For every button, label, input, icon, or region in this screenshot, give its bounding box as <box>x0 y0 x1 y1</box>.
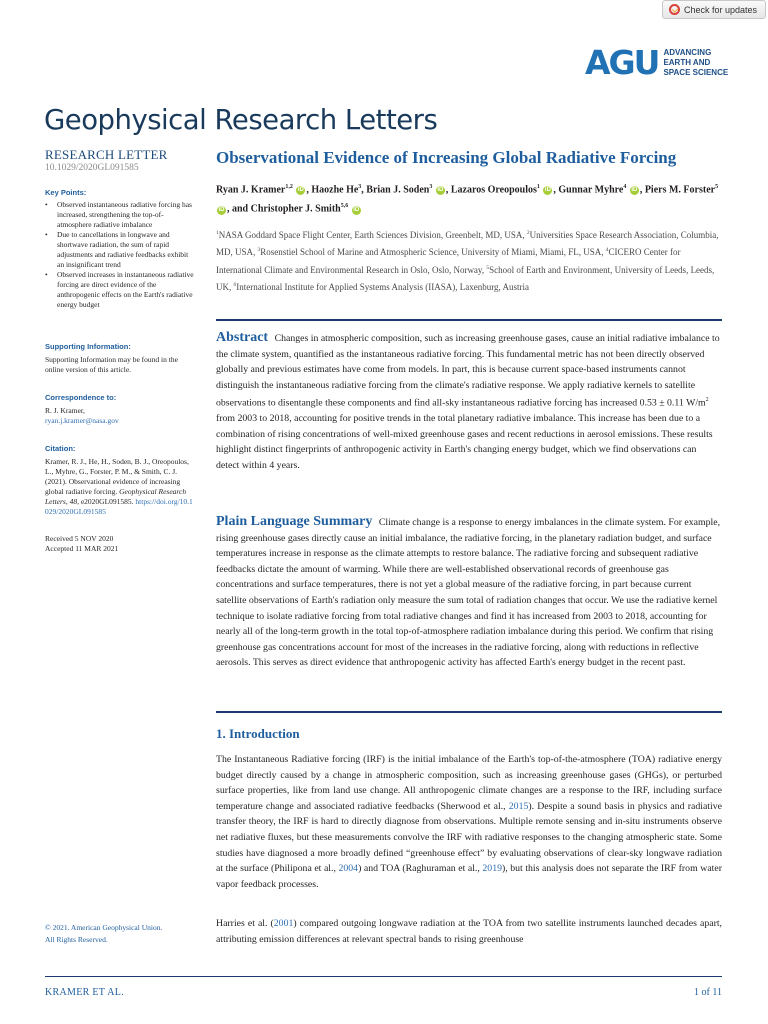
author-name: Piers M. Forster <box>644 184 716 196</box>
copyright <box>45 922 162 946</box>
citation-heading: Citation: <box>45 444 76 453</box>
author-affiliation-marker: 3 <box>358 184 362 190</box>
header-divider <box>216 319 722 321</box>
affiliation-text: School of Earth and Environment, University of Leeds, Leeds, UK, <box>216 264 715 293</box>
check-for-updates-label: Check for updates <box>683 4 757 15</box>
plain-language-summary <box>216 514 722 671</box>
author-separator: , <box>553 184 559 196</box>
copyright-line1: © 2021. American Geophysical Union. <box>45 923 163 932</box>
abstract <box>216 330 722 474</box>
affiliation-text: CICERO Center for International Climate and Environmental Research in Oslo, Oslo, Norway, <box>216 247 681 275</box>
copyright-line2: All Rights Reserved. <box>45 935 108 944</box>
abstract-heading: Abstract <box>216 330 269 345</box>
abstract-text-a: Changes in atmospheric composition, such as increasing greenhouse gases, cause an initial radiative imbalance to the climate system, quantified as the instantaneous radiative forcing. This fundamental metric has not been directly observed globally and previous estimates have come from models. In part, this is because current space-based instruments cannot distinguish the instantaneous radiative forcing from the climate's radiative response. We apply radiative kernels to satellite observations to disentangle these components and find all-sky instantaneous radiative forcing has increased 0.53 ± 0.11 W/m <box>216 333 720 409</box>
reference-link[interactable]: 2019 <box>482 863 502 875</box>
citation-body: Kramer, R. J., He, H., Soden, B. J., Oreopoulos, L., Myhre, G., Forster, P. M., & Smith, C. J. (2021). Observational evidence of increasing global radiative forcing. <box>45 457 189 496</box>
correspondence-name: R. J. Kramer, <box>45 406 85 415</box>
sidebar <box>45 147 195 554</box>
reference-link[interactable]: 2001 <box>273 918 294 929</box>
affiliation-text: International Institute for Applied Systems Analysis (IIASA), Laxenburg, Austria <box>236 282 530 293</box>
orcid-icon[interactable]: iD <box>297 187 304 194</box>
correspondence-heading: Correspondence to: <box>45 393 117 402</box>
reference-link[interactable]: 2015 <box>508 800 529 812</box>
author-affiliation-marker: 1,2 <box>285 184 293 190</box>
doi: 10.1029/2020GL091585 <box>45 163 139 173</box>
author-name: Haozhe He <box>311 184 359 196</box>
author-separator: , <box>361 184 367 196</box>
introduction-heading: 1. Introduction <box>216 726 300 741</box>
orcid-icon[interactable]: iD <box>544 187 551 194</box>
citation-doi-link[interactable]: https://doi.org/10.1029/2020GL091585 <box>45 497 193 516</box>
article-type: RESEARCH LETTER <box>45 147 168 162</box>
supporting-info-heading: Supporting Information: <box>45 342 131 351</box>
agu-tagline-line1: ADVANCING <box>663 47 712 57</box>
affiliation-marker: 3 <box>257 247 261 254</box>
reference-link[interactable]: 2004 <box>338 863 359 875</box>
key-point: • Observed instantaneous radiative forcing has increased, strengthening the top-of-atmosphere radiative imbalance <box>45 200 195 230</box>
author-name: Ryan J. Kramer <box>216 184 286 196</box>
orcid-icon[interactable]: iD <box>437 187 444 194</box>
crossmark-icon <box>669 4 680 15</box>
affiliation-marker: 4 <box>605 247 609 254</box>
key-points-heading: Key Points: <box>45 188 87 197</box>
author-name: Christopher J. Smith <box>250 203 341 215</box>
citation-journal: Geophysical Research Letters, 48, <box>45 487 187 506</box>
author-list <box>216 179 722 218</box>
key-point: • Due to cancellations in longwave and shortwave radiation, the sum of rapid adjustments and radiative feedbacks exhibit an insignificant trend <box>45 230 195 270</box>
agu-tagline-line3: SPACE SCIENCE <box>663 67 729 77</box>
supporting-info-text: Supporting Information may be found in the online version of this article. <box>45 355 178 374</box>
orcid-icon[interactable]: iD <box>353 206 360 213</box>
affiliation-text: NASA Goddard Space Flight Center, Earth Sciences Division, Greenbelt, MD, USA, <box>218 229 527 240</box>
check-for-updates-button[interactable] <box>662 0 766 19</box>
paragraph-text: ) compared outgoing longwave radiation at the TOA from two satellite instruments launched decades apart, attributing emission differences at relevant spectral bands to rising greenhouse <box>216 918 723 945</box>
agu-logo-mark: AGU <box>585 43 659 82</box>
author-separator: , <box>306 184 312 196</box>
affiliation-marker: 2 <box>526 229 530 236</box>
paragraph-text: ), but this analysis does not separate the IRF from water vapor feedback processes. <box>216 863 723 890</box>
affiliation-text: Universities Space Research Association, Columbia, MD, USA, <box>216 229 719 258</box>
introduction-paragraph-1 <box>216 752 722 892</box>
author-affiliation-marker: 3 <box>429 184 433 190</box>
author-name: Brian J. Soden <box>366 184 430 196</box>
citation-id: e2020GL091585. <box>80 497 134 506</box>
citation-text <box>45 457 195 517</box>
footer-author: KRAMER ET AL. <box>45 987 124 998</box>
article-title: Observational Evidence of Increasing Global Radiative Forcing <box>216 148 677 167</box>
key-point: • Observed increases in instantaneous radiative forcing are direct evidence of the anthropogenic effects on the Earth's radiative energy budget <box>45 270 195 310</box>
article-header <box>216 146 722 296</box>
author-name: Lazaros Oreopoulos <box>450 184 537 196</box>
key-points-list <box>45 200 195 310</box>
pls-text: Climate change is a response to energy imbalances in the climate system. For example, rising greenhouse gases directly cause an initial imbalance, the radiative forcing, in the planetary radiation budget, and surface temperatures increase in response as the climate attempts to restore balance. The radiative forcing and subsequent radiative feedbacks dictate the amount of warming. While there are well-established observational records of greenhouse gas concentrations and surface temperatures, there is not yet a global measure of the radiative forcing, in part because current satellite observations of Earth's radiation only measure the sum total of radiation changes that occur. We use the radiative kernel technique to isolate radiative forcing from total radiative changes and find it has increased from 2003 to 2018, accounting for nearly all of the long-term growth in the total top-of-atmosphere radiation imbalance during this period. We confirm that rising greenhouse gas concentrations account for most of the increases in the radiative forcing, along with reductions in reflective aerosols. This serves as direct evidence that anthropogenic activity has affected Earth's energy budget in the recent past. <box>216 517 721 669</box>
abstract-sup: 2 <box>705 397 709 404</box>
section-divider <box>216 711 722 713</box>
journal-title: Geophysical Research Letters <box>44 104 438 136</box>
affiliation-marker: 6 <box>233 282 237 289</box>
author-affiliation-marker: 1 <box>536 184 540 190</box>
author-separator: , <box>639 184 645 196</box>
agu-logo <box>585 43 729 82</box>
accepted-date: Accepted 11 MAR 2021 <box>45 544 119 553</box>
orcid-icon[interactable]: iD <box>218 206 225 213</box>
paragraph-text: Harries et al. ( <box>216 918 274 929</box>
abstract-text-b: from 2003 to 2018, accounting for positive trends in the total planetary radiative imbalance. This increase has been due to a combination of rising concentrations of well-mixed greenhouse gases and recent reductions in aerosol emissions. These results highlight distinct fingerprints of anthropogenic activity in Earth's changing energy budget, which we find observations can detect within 4 years. <box>216 413 713 472</box>
footer-divider <box>45 976 722 977</box>
author-separator: , <box>445 184 451 196</box>
author-affiliation-marker: 5 <box>715 184 719 190</box>
author-affiliation-marker: 5,6 <box>340 203 349 210</box>
affiliation-marker: 1 <box>216 229 219 236</box>
orcid-icon[interactable]: iD <box>631 187 638 194</box>
agu-tagline <box>663 48 728 78</box>
affiliation-text: Rosenstiel School of Marine and Atmospheric Science, University of Miami, Miami, FL, USA, <box>260 247 606 258</box>
received-date: Received 5 NOV 2020 <box>45 534 114 543</box>
author-separator: , and <box>227 203 251 215</box>
author-affiliation-marker: 4 <box>623 184 627 190</box>
introduction-paragraph-2 <box>216 916 722 947</box>
affiliation-marker: 5 <box>486 264 490 271</box>
page-number: 1 of 11 <box>694 987 722 998</box>
paragraph-text: The Instantaneous Radiative forcing (IRF) is the initial imbalance of the Earth's top-of-the-atmosphere (TOA) radiative energy budget directly caused by a change in atmospheric composition, such as increasing greenhouse gases (GHGs), or perturbed surface properties, like from land use change. All anthropogenic climate changes are a response to the IRF, including surface temperature change and associated radiative feedbacks (Sherwood et al., <box>216 754 722 812</box>
affiliations <box>216 226 722 296</box>
pls-heading: Plain Language Summary <box>216 514 373 529</box>
correspondence-email-link[interactable]: ryan.j.kramer@nasa.gov <box>45 416 119 425</box>
paragraph-text: ) and TOA (Raghuraman et al., <box>358 863 483 875</box>
author-name: Gunnar Myhre <box>558 184 624 196</box>
agu-tagline-line2: EARTH AND <box>663 57 711 67</box>
paragraph-text: ). Despite a sound basis in physics and radiative transfer theory, the IRF is hard to directly diagnose from observations. Multiple remote sensing and in-situ instruments observe net radiative fluxes, but these measurements convolve the IRF with radiative responses to the changing atmospheric state. Some studies have diagnosed a more broadly defined “greenhouse effect” by evaluating observations of clear-sky longwave radiation at the surface (Philipona et al., <box>216 800 722 875</box>
